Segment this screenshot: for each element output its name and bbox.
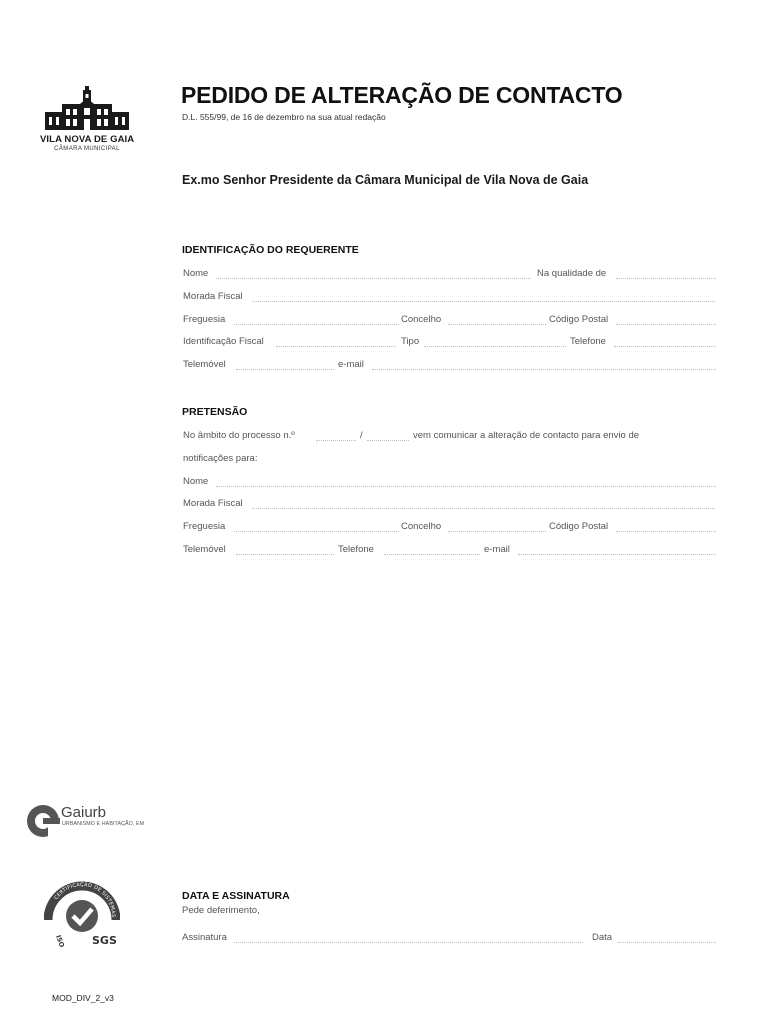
identificacao-fiscal-field[interactable] — [276, 346, 396, 347]
codigo-postal-field[interactable] — [616, 324, 716, 325]
notif-freguesia-field[interactable] — [234, 531, 399, 532]
processo-year-field[interactable] — [367, 440, 409, 441]
form-code: MOD_DIV_2_v3 — [52, 993, 114, 1003]
municipality-logo — [40, 86, 134, 156]
assinatura-label: Assinatura — [182, 932, 227, 943]
telemovel-label: Telemóvel — [183, 359, 226, 370]
concelho-label: Concelho — [401, 314, 442, 325]
addressee: Ex.mo Senhor Presidente da Câmara Municipal de Vila Nova de Gaia — [182, 173, 589, 187]
notif-codigo-postal-field[interactable] — [616, 531, 716, 532]
email-label: e-mail — [338, 359, 364, 370]
notif-freguesia-label: Freguesia — [183, 521, 226, 532]
telefone-label: Telefone — [570, 336, 606, 347]
concelho-field[interactable] — [448, 324, 546, 325]
pede-deferimento-text: Pede deferimento, — [182, 905, 260, 916]
qualidade-label: Na qualidade de — [537, 268, 607, 279]
iso-label — [54, 934, 73, 948]
processo-slash: / — [360, 430, 363, 441]
gaiurb-subtitle: URBANISMO E HABITAÇÃO, EM — [62, 821, 145, 827]
notif-telemovel-field[interactable] — [236, 554, 334, 555]
gaiurb-logo — [26, 804, 156, 840]
notif-codigo-postal-label: Código Postal — [549, 521, 609, 532]
tipo-field[interactable] — [424, 346, 566, 347]
notif-email-label: e-mail — [484, 544, 510, 555]
legal-reference: D.L. 555/99, de 16 de dezembro na sua atual redação — [182, 112, 386, 122]
logo-name: VILA NOVA DE GAIA — [40, 134, 135, 145]
notificacoes-text: notificações para: — [183, 453, 258, 464]
processo-number-field[interactable] — [316, 440, 356, 441]
nome-label: Nome — [183, 268, 209, 279]
telemovel-field[interactable] — [236, 369, 334, 370]
gaiurb-g-icon — [26, 804, 60, 838]
section-heading-pretensao: PRETENSÃO — [182, 406, 248, 418]
iso-arc-text: CERTIFICAÇÃO DE SISTEMAS — [53, 881, 117, 918]
morada-field[interactable] — [252, 301, 715, 302]
data-field[interactable] — [618, 942, 716, 943]
iso-certification-seal — [44, 876, 120, 948]
nome-field[interactable] — [216, 278, 531, 279]
town-hall-icon — [40, 86, 134, 132]
tipo-label: Tipo — [401, 336, 420, 347]
telefone-field[interactable] — [614, 346, 716, 347]
sgs-label: SGS — [92, 934, 117, 947]
notif-concelho-field[interactable] — [448, 531, 546, 532]
notif-nome-label: Nome — [183, 476, 209, 487]
data-label: Data — [592, 932, 613, 943]
freguesia-label: Freguesia — [183, 314, 226, 325]
section-heading-requerente: IDENTIFICAÇÃO DO REQUERENTE — [182, 244, 359, 256]
notif-morada-field[interactable] — [252, 508, 715, 509]
sgs-seal-icon — [44, 876, 120, 948]
notif-telemovel-label: Telemóvel — [183, 544, 226, 555]
notif-concelho-label: Concelho — [401, 521, 442, 532]
codigo-postal-label: Código Postal — [549, 314, 609, 325]
email-field[interactable] — [372, 369, 716, 370]
section-heading-assinatura: DATA E ASSINATURA — [182, 890, 290, 902]
notif-nome-field[interactable] — [216, 486, 716, 487]
qualidade-field[interactable] — [616, 278, 716, 279]
notif-telefone-label: Telefone — [338, 544, 374, 555]
morada-label: Morada Fiscal — [183, 291, 243, 302]
gaiurb-name: Gaiurb — [61, 804, 107, 821]
notif-telefone-field[interactable] — [384, 554, 480, 555]
identificacao-fiscal-label: Identificação Fiscal — [183, 336, 264, 347]
processo-suffix: vem comunicar a alteração de contacto para envio de — [413, 430, 640, 441]
page-title: PEDIDO DE ALTERAÇÃO DE CONTACTO — [181, 82, 623, 108]
logo-subtitle: CÂMARA MUNICIPAL — [54, 146, 120, 152]
freguesia-field[interactable] — [234, 324, 399, 325]
notif-email-field[interactable] — [518, 554, 716, 555]
notif-morada-label: Morada Fiscal — [183, 498, 243, 509]
processo-prefix: No âmbito do processo n.º — [183, 430, 295, 441]
assinatura-field[interactable] — [234, 942, 583, 943]
